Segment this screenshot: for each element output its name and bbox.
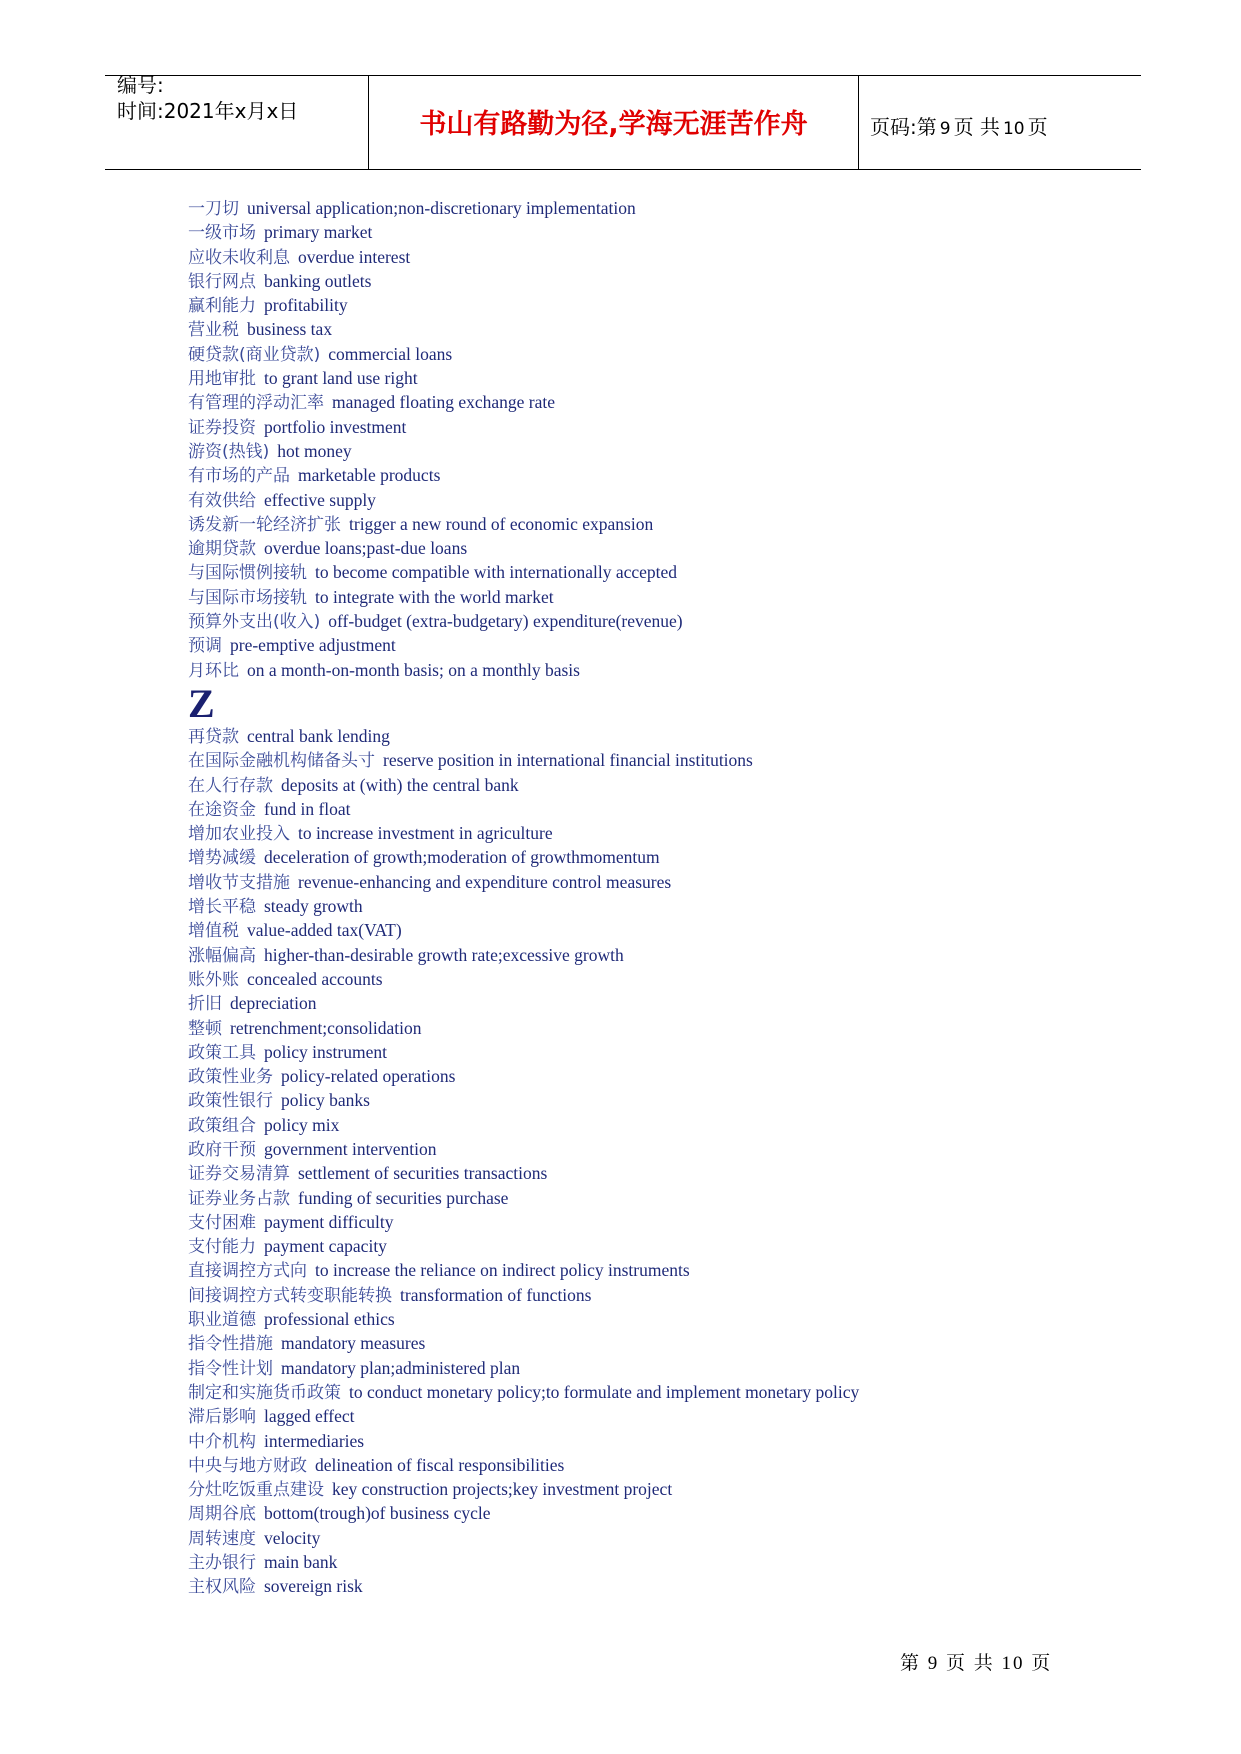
glossary-entry [188,1016,1188,1040]
glossary-entry [188,1161,1188,1185]
term-english: professional ethics [264,1309,395,1330]
glossary-entry [188,342,1188,366]
term-english: intermediaries [264,1430,365,1451]
glossary-entry [188,1477,1188,1501]
term-english: hot money [277,440,352,461]
term-chinese: 职业道德 [188,1310,256,1331]
term-chinese: 增值税 [188,921,239,942]
term-english: policy instrument [264,1041,387,1062]
motto: 书山有路勤为径,学海无涯苦作舟 [419,109,808,140]
glossary-entry [188,991,1188,1015]
glossary-entry [188,220,1188,244]
term-chinese: 营业税 [188,320,239,341]
term-chinese: 指令性计划 [188,1358,273,1379]
term-chinese: 折旧 [188,994,222,1015]
term-chinese: 中介机构 [188,1431,256,1452]
header-page-cell [858,76,1141,169]
term-chinese: 间接调控方式转变职能转换 [188,1285,392,1306]
term-chinese: 一级市场 [188,223,256,244]
glossary-entry [188,560,1188,584]
term-chinese: 主权风险 [188,1577,256,1598]
term-english: bottom(trough)of business cycle [264,1503,491,1524]
glossary-entry [188,1137,1188,1161]
term-english: key construction projects;key investment project [332,1479,673,1500]
term-english: concealed accounts [247,968,383,989]
glossary-entry [188,512,1188,536]
term-chinese: 证券业务占款 [188,1188,290,1209]
term-chinese: 支付困难 [188,1212,256,1233]
page-total: 10 [1002,119,1025,139]
glossary-entry [188,366,1188,390]
term-chinese: 逾期贷款 [188,539,256,560]
term-english: policy mix [264,1114,340,1135]
glossary-entry [188,1404,1188,1428]
page-footer: 第 9 页 共 10 页 [900,1653,1053,1674]
glossary-entry [188,1283,1188,1307]
glossary-entry [188,196,1188,220]
term-english: business tax [247,319,333,340]
term-english: to increase the reliance on indirect policy instruments [315,1260,690,1281]
term-english: main bank [264,1552,338,1573]
glossary-entry [188,1501,1188,1525]
term-english: overdue interest [298,246,411,267]
term-english: pre-emptive adjustment [230,635,396,656]
term-chinese: 有市场的产品 [188,466,290,487]
term-chinese: 周期谷底 [188,1504,256,1525]
page-mid: 页 共 [953,115,1000,139]
glossary-entry [188,1574,1188,1598]
term-chinese: 滞后影响 [188,1407,256,1428]
term-chinese: 诱发新一轮经济扩张 [188,514,341,535]
term-chinese: 中央与地方财政 [188,1455,307,1476]
term-english: higher-than-desirable growth rate;excessive growth [264,944,624,965]
term-english: marketable products [298,465,441,486]
header-meta [105,73,368,169]
term-chinese: 指令性措施 [188,1334,273,1355]
page-suffix: 页 [1027,115,1048,139]
glossary-entry [188,1186,1188,1210]
term-english: settlement of securities transactions [298,1163,548,1184]
term-english: on a month-on-month basis; on a monthly basis [247,659,580,680]
term-english: reserve position in international financial institutions [383,750,753,771]
term-chinese: 预算外支出(收入) [188,612,321,633]
term-chinese: 游资(热钱) [188,441,270,462]
term-chinese: 与国际市场接轨 [188,587,307,608]
glossary-list [188,196,1188,1599]
glossary-entry [188,1307,1188,1331]
glossary-entry [188,463,1188,487]
page-current: 9 [939,119,951,139]
term-english: to integrate with the world market [315,586,554,607]
term-english: deposits at (with) the central bank [281,774,519,795]
term-chinese: 政策性业务 [188,1067,273,1088]
glossary-entry [188,1234,1188,1258]
glossary-entry [188,1040,1188,1064]
glossary-entry [188,748,1188,772]
term-english: commercial loans [328,343,453,364]
term-english: effective supply [264,489,376,510]
glossary-entry [188,1331,1188,1355]
glossary-entry [188,536,1188,560]
glossary-entry [188,415,1188,439]
term-english: fund in float [264,798,351,819]
glossary-entry [188,633,1188,657]
term-english: sovereign risk [264,1576,363,1597]
term-english: government intervention [264,1138,437,1159]
glossary-entry [188,1380,1188,1404]
term-chinese: 有管理的浮动汇率 [188,393,324,414]
term-english: trigger a new round of economic expansion [349,513,654,534]
glossary-entry [188,724,1188,748]
term-english: to become compatible with internationally accepted [315,562,678,583]
term-chinese: 证券交易清算 [188,1164,290,1185]
term-chinese: 在途资金 [188,799,256,820]
term-english: off-budget (extra-budgetary) expenditure(revenue) [328,611,683,632]
glossary-entry [188,488,1188,512]
term-english: mandatory plan;administered plan [281,1357,521,1378]
glossary-entry [188,1453,1188,1477]
glossary-entry [188,1550,1188,1574]
term-chinese: 周转速度 [188,1528,256,1549]
glossary-entry [188,773,1188,797]
document-header [105,75,1141,170]
term-english: to increase investment in agriculture [298,823,553,844]
term-chinese: 在人行存款 [188,775,273,796]
term-english: steady growth [264,896,363,917]
glossary-entry [188,269,1188,293]
glossary-entry [188,1526,1188,1550]
term-chinese: 证券投资 [188,417,256,438]
glossary-entry [188,658,1188,682]
term-english: policy banks [281,1090,370,1111]
term-english: central bank lending [247,725,390,746]
term-chinese: 政策性银行 [188,1091,273,1112]
term-chinese: 有效供给 [188,490,256,511]
glossary-entry [188,390,1188,414]
term-chinese: 增加农业投入 [188,824,290,845]
term-english: overdue loans;past-due loans [264,538,468,559]
term-chinese: 涨幅偏高 [188,945,256,966]
glossary-entry [188,1064,1188,1088]
term-english: mandatory measures [281,1333,426,1354]
term-english: revenue-enhancing and expenditure control measures [298,871,672,892]
term-english: payment capacity [264,1236,387,1257]
glossary-entry [188,870,1188,894]
term-english: managed floating exchange rate [332,392,556,413]
term-english: funding of securities purchase [298,1187,509,1208]
term-chinese: 与国际惯例接轨 [188,563,307,584]
glossary-entry [188,585,1188,609]
term-english: profitability [264,295,348,316]
term-chinese: 增长平稳 [188,897,256,918]
term-chinese: 月环比 [188,660,239,681]
section-letter: Z [188,680,215,726]
term-chinese: 再贷款 [188,726,239,747]
term-english: velocity [264,1527,321,1548]
term-english: universal application;non-discretionary implementation [247,198,636,218]
glossary-entry [188,609,1188,633]
header-motto-cell [368,76,859,169]
glossary-entry [188,1088,1188,1112]
term-chinese: 赢利能力 [188,296,256,317]
term-english: policy-related operations [281,1066,456,1087]
page-prefix: 页码:第 [870,115,937,139]
term-chinese: 用地审批 [188,369,256,390]
term-english: banking outlets [264,270,372,291]
glossary-entry [188,918,1188,942]
term-english: lagged effect [264,1406,355,1427]
term-chinese: 主办银行 [188,1553,256,1574]
term-chinese: 制定和实施货币政策 [188,1382,341,1403]
glossary-entry [188,293,1188,317]
term-chinese: 政策组合 [188,1115,256,1136]
term-chinese: 增收节支措施 [188,872,290,893]
term-english: deceleration of growth;moderation of growthmomentum [264,847,660,868]
term-chinese: 分灶吃饭重点建设 [188,1480,324,1501]
term-chinese: 支付能力 [188,1237,256,1258]
number-label: 编号: [117,73,164,97]
term-english: payment difficulty [264,1211,394,1232]
term-chinese: 政府干预 [188,1139,256,1160]
term-chinese: 预调 [188,636,222,657]
term-english: portfolio investment [264,416,407,437]
glossary-entry [188,1258,1188,1282]
glossary-entry [188,797,1188,821]
term-chinese: 硬贷款(商业贷款) [188,344,321,365]
glossary-entry [188,317,1188,341]
term-chinese: 直接调控方式向 [188,1261,307,1282]
term-english: depreciation [230,993,317,1014]
term-english: retrenchment;consolidation [230,1017,422,1038]
glossary-entry [188,894,1188,918]
glossary-entry [188,439,1188,463]
term-chinese: 银行网点 [188,271,256,292]
term-english: transformation of functions [400,1284,592,1305]
term-chinese: 在国际金融机构储备头寸 [188,751,375,772]
glossary-entry [188,1429,1188,1453]
term-english: primary market [264,222,373,243]
glossary-entry [188,821,1188,845]
term-english: value-added tax(VAT) [247,920,402,941]
time-label: 时间:2021年x月x日 [117,99,299,123]
term-chinese: 应收未收利息 [188,247,290,268]
term-english: delineation of fiscal responsibilities [315,1454,565,1475]
glossary-entry [188,967,1188,991]
term-chinese: 增势减缓 [188,848,256,869]
glossary-entry [188,845,1188,869]
glossary-entry [188,1113,1188,1137]
term-chinese: 政策工具 [188,1042,256,1063]
glossary-entry [188,1356,1188,1380]
glossary-entry [188,245,1188,269]
glossary-entry [188,1210,1188,1234]
term-chinese: 账外账 [188,969,239,990]
glossary-entry [188,943,1188,967]
term-chinese: 整顿 [188,1018,222,1039]
page-info [870,111,1048,140]
term-english: to grant land use right [264,368,418,389]
term-chinese: 一刀切 [188,199,239,219]
term-english: to conduct monetary policy;to formulate and implement monetary policy [349,1381,860,1402]
